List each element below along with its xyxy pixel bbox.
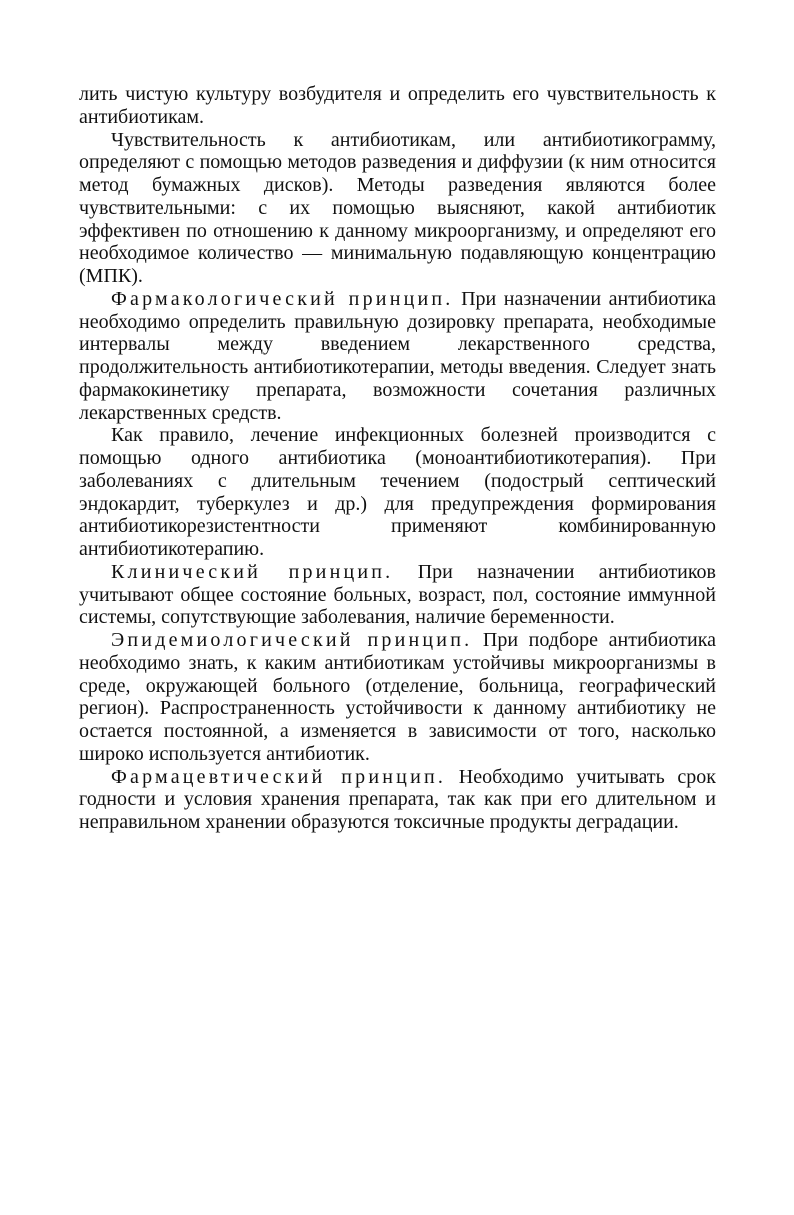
paragraph-text: Чувствительность к антибиотикам, или антибиотикограмму, определяют с помощью методов разведения и диффузии (к ним относится метод бумажных дисков). Методы разведения являются более чувствительными: с их помощью выясняют, какой антибиотик эффективен по отношению к данному микроорганизму, и определяют его необходимое количество — минимальную подавляющую концентрацию (МПК). xyxy=(79,128,716,287)
section-heading: Эпидемиологический принцип. xyxy=(111,629,473,651)
paragraph-monotherapy xyxy=(79,424,716,561)
paragraph-text: При назначении антибиотиков учитывают общее состояние больных, возраст, пол, состояние иммунной системы, сопутствующие заболевания, наличие беременности. xyxy=(79,560,716,629)
paragraph-clinical xyxy=(79,561,716,629)
paragraph-text: При подборе антибиотика необходимо знать, к каким антибиотикам устойчивы микроорганизмы в среде, окружающей больного (отделение, больница, географический регион). Распространенность устойчивости к данному антибиотику не остается постоянной, а изменяется в зависимости от того, насколько широко используется антибиотик. xyxy=(79,629,717,765)
paragraph-continuation xyxy=(79,83,716,129)
paragraph-pharmaceutical xyxy=(79,766,716,834)
section-heading: Фармацевтический принцип. xyxy=(111,765,447,788)
paragraph-epidemiological xyxy=(79,629,716,766)
paragraph-text: Как правило, лечение инфекционных болезней производится с помощью одного антибиотика (моноантибиотикотерапия). При заболеваниях с длительным течением (подострый септический эндокардит, туберкулез и др.) для предупреждения формирования антибиотикорезистентности применяют комбинированную антибиотикотерапию. xyxy=(79,424,716,560)
paragraph-text: При назначении антибиотика необходимо определить правильную дозировку препарата, необходимые интервалы между введением лекарственного средства, продолжительность антибиотикотерапии, методы введения. Следует знать фармакокинетику препарата, возможности сочетания различных лекарственных средств. xyxy=(79,287,717,424)
paragraph-text: лить чистую культуру возбудителя и определить его чувствительность к антибиотикам. xyxy=(79,83,716,128)
paragraph-pharmacological xyxy=(79,288,716,425)
section-heading: Фармакологический принцип. xyxy=(111,287,454,310)
paragraph-antibiogram xyxy=(79,129,716,288)
page-body xyxy=(79,83,716,834)
section-heading: Клинический принцип. xyxy=(111,560,394,583)
paragraph-text: Необходимо учитывать срок годности и условия хранения препарата, так как при его длительном и неправильном хранении образуются токсичные продукты деградации. xyxy=(79,765,716,833)
